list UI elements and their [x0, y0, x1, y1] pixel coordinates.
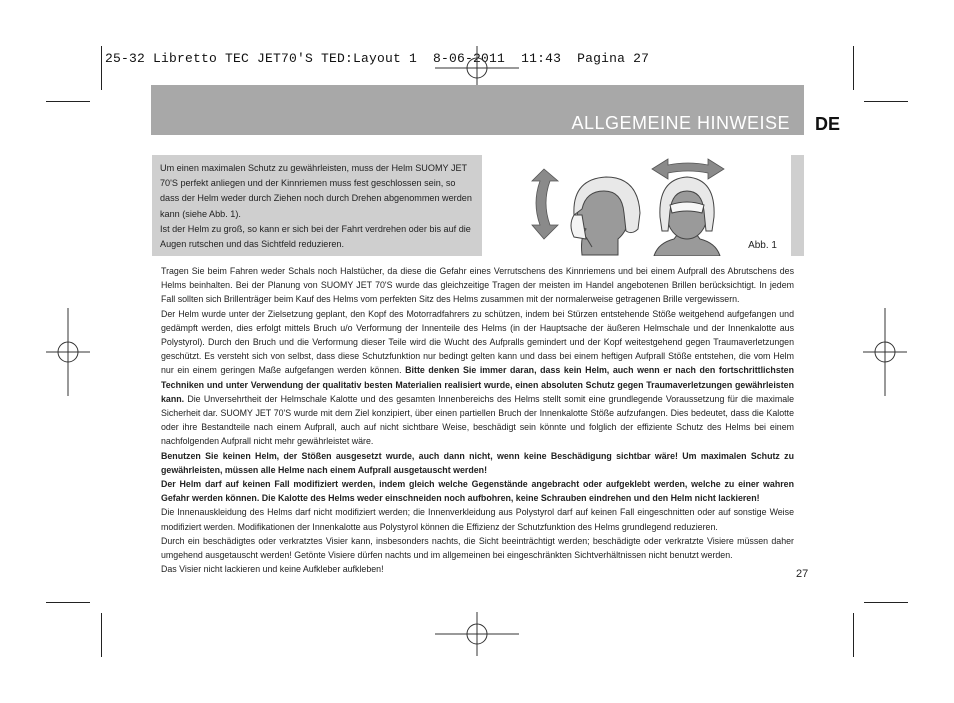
- body-paragraph: [161, 307, 794, 449]
- helmet-side-view: [571, 177, 640, 255]
- note-paragraph: Um einen maximalen Schutz zu gewährleisten, muss der Helm SUOMY JET 70'S perfekt anliegen und der Kinnriemen muss fest geschlossen sein, so dass der Helm weder durch Ziehen noch durch Drehen abgenommen werden kann (siehe Abb. 1).: [160, 163, 472, 219]
- figure-caption: Abb. 1: [748, 240, 777, 251]
- section-header-bar: [151, 85, 804, 135]
- print-slug-line: 25-32 Libretto TEC JET70'S TED:Layout 1 8-06-2011 11:43 Pagina 27: [105, 51, 650, 66]
- body-text-bold-run: Bitte denken Sie immer daran, dass kein Helm, auch wenn er nach den fortschrittlichsten Techniken und unter Verwendung der qualitativ besten Materialien realisiert wurde, einen absoluten Schutz gegen Traumaverletzungen gewährleisten kann.: [161, 365, 795, 404]
- body-paragraph: Tragen Sie beim Fahren weder Schals noch Halstücher, da diese die Gefahr eines Verrutschens des Kinnriemens und bei einem Aufprall des Abrutschens des Helms beinhalten. Bei der Planung von SUOMY JET 70'S wurde das gleichzeitige Tragen der meisten im Handel angebotenen Brillen berücksichtigt. In jedem Fall sollten sich Brillenträger beim Kauf des Helms vom perfekten Sitz des Helms zusammen mit der normalerweise getragenen Brille vergewissern.: [161, 266, 794, 305]
- helmet-front-view: [654, 177, 720, 256]
- helmet-fit-figure: [482, 155, 791, 256]
- language-code: DE: [815, 114, 841, 134]
- page-number: 27: [796, 568, 809, 580]
- body-paragraph: Die Innenauskleidung des Helms darf nicht modifiziert werden; die Innenverkleidung aus Polystyrol darf auf keinen Fall eingeschnitten oder auf sonstige Weise modifiziert werden. Modifikationen der Innenkalotte aus Polystyrol können die Effizienz der Schutzfunktion des Helms grundlegend reduzieren.: [161, 507, 794, 532]
- horizontal-rotation-arrow-icon: [652, 159, 724, 179]
- body-paragraph: Das Visier nicht lackieren und keine Aufkleber aufkleben!: [161, 564, 384, 575]
- vertical-rotation-arrow-icon: [532, 169, 558, 239]
- body-warning-paragraph: Benutzen Sie keinen Helm, der Stößen ausgesetzt wurde, auch dann nicht, wenn keine Beschädigung sichtbar wäre! Um maximalen Schutz zu gewährleisten, müssen alle Helme nach einem Aufprall ausgetauscht werden!: [161, 450, 794, 475]
- body-text-run: Der Helm wurde unter der Zielsetzung geplant, den Kopf des Motorradfahrers zu schützen, indem bei Stürzen entstehende Stöße weitgehend aufgefangen und gedämpft werden, dies erfolgt mittels Bruch u/o Verformung der Innenteile des Helms (in der Hauptsache der äußeren Helmschale und der Innenkalotte aus Polystyrol). Durch den Bruch und die Verformung dieser Teile wird die Wucht des Aufpralls gemindert und der Kopf weitestgehend gegen Traumaverletzungen geschützt. Es versteht sich von selbst, dass diese Schutzfunktion nur bedingt gelten kann und dass bei einem heftigen Aufprall Stöße entstehen, die vom Helm nur ein einem geringen Maße aufgefangen werden können.: [161, 308, 794, 376]
- body-text-run: Die Unversehrtheit der Helmschale Kalotte und des gesamten Innenbereichs des Helms stellt somit eine grundlegende Voraussetzung für die maximale Sicherheit dar. SUOMY JET 70'S wurde mit dem Ziel konzipiert, über einen partiellen Bruch der Innenkalotte Stöße aufzufangen. Dies bedeutet, dass die Kalotte oder ihre Bestandteile nach einem Aufprall, auch auf nicht sichtbare Weise, beschädigt sein könnte und folglich der effiziente Schutz des Helms bei einem nachfolgenden Aufprall nicht mehr gewährleistet wäre.: [161, 393, 794, 447]
- general-notes-body: [161, 264, 794, 576]
- note-paragraph: Ist der Helm zu groß, so kann er sich bei der Fahrt verdrehen oder bis auf die Augen rutschen und das Sichtfeld reduzieren.: [160, 223, 471, 250]
- helmet-illustration: [482, 155, 791, 256]
- fitting-note-box: [152, 155, 804, 256]
- fitting-note-text: [160, 161, 475, 252]
- body-warning-paragraph: Der Helm darf auf keinen Fall modifiziert werden, indem gleich welche Gegenstände angebracht oder aufgeklebt werden, welche zu einer wahren Gefahr werden können. Die Kalotte des Helms weder einschneiden noch aufbohren, keine Schrauben eindrehen und den Helm nicht lackieren!: [161, 479, 794, 504]
- section-title: ALLGEMEINE HINWEISE: [571, 113, 790, 133]
- body-paragraph: Durch ein beschädigtes oder verkratztes Visier kann, insbesonders nachts, die Sicht beeinträchtigt werden; beschädigte oder verkratzte Visiere müssen daher umgehend ausgetauscht werden! Getönte Visiere dürfen nachts und im allgemeinen bei eingeschränkten Sichtverhältnissen nicht benutzt werden.: [161, 535, 794, 561]
